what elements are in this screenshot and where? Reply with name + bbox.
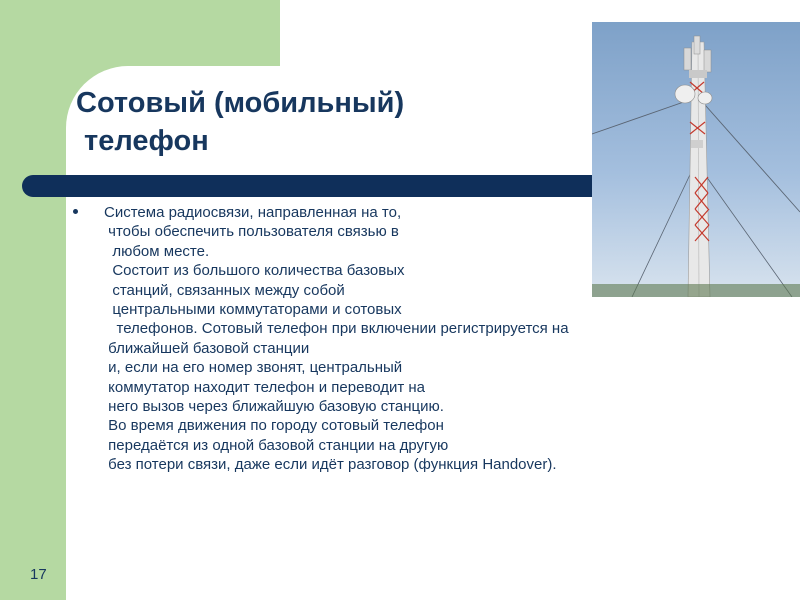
body-line: коммутатор находит телефон и переводит на: [104, 378, 426, 396]
title-line-1: Сотовый (мобильный): [76, 87, 405, 119]
title-line-2: телефон: [76, 125, 209, 157]
bullet-dot: [73, 209, 78, 214]
body-line: любом месте.: [104, 242, 210, 260]
body-line: центральными коммутаторами и сотовых: [104, 301, 402, 319]
cell-tower-photo: [592, 22, 800, 297]
body-line: Система радиосвязи, направленная на то,: [104, 204, 402, 221]
body-line: чтобы обеспечить пользователя связью в: [104, 223, 399, 241]
body-line: и, если на его номер звонят, центральный: [104, 359, 403, 377]
body-line: станций, связанных между собой: [104, 281, 345, 299]
body-line: телефонов. Сотовый телефон при включении регистрируется на: [104, 320, 569, 338]
body-line: него вызов через ближайшую базовую станцию.: [104, 398, 444, 416]
body-line: Во время движения по городу сотовый телефон: [104, 417, 444, 435]
slide-body-text: [104, 203, 569, 475]
title-divider-bar: [22, 175, 634, 197]
body-line: передаётся из одной базовой станции на другую: [104, 436, 449, 454]
body-line: Состоит из большого количества базовых: [104, 262, 405, 280]
slide-number: 17: [30, 566, 47, 583]
body-line: ближайшей базовой станции: [104, 339, 310, 357]
slide-title: [76, 84, 404, 160]
body-line: без потери связи, даже если идёт разговор (функция Handover).: [104, 456, 557, 474]
decor-green-left: [0, 0, 66, 600]
